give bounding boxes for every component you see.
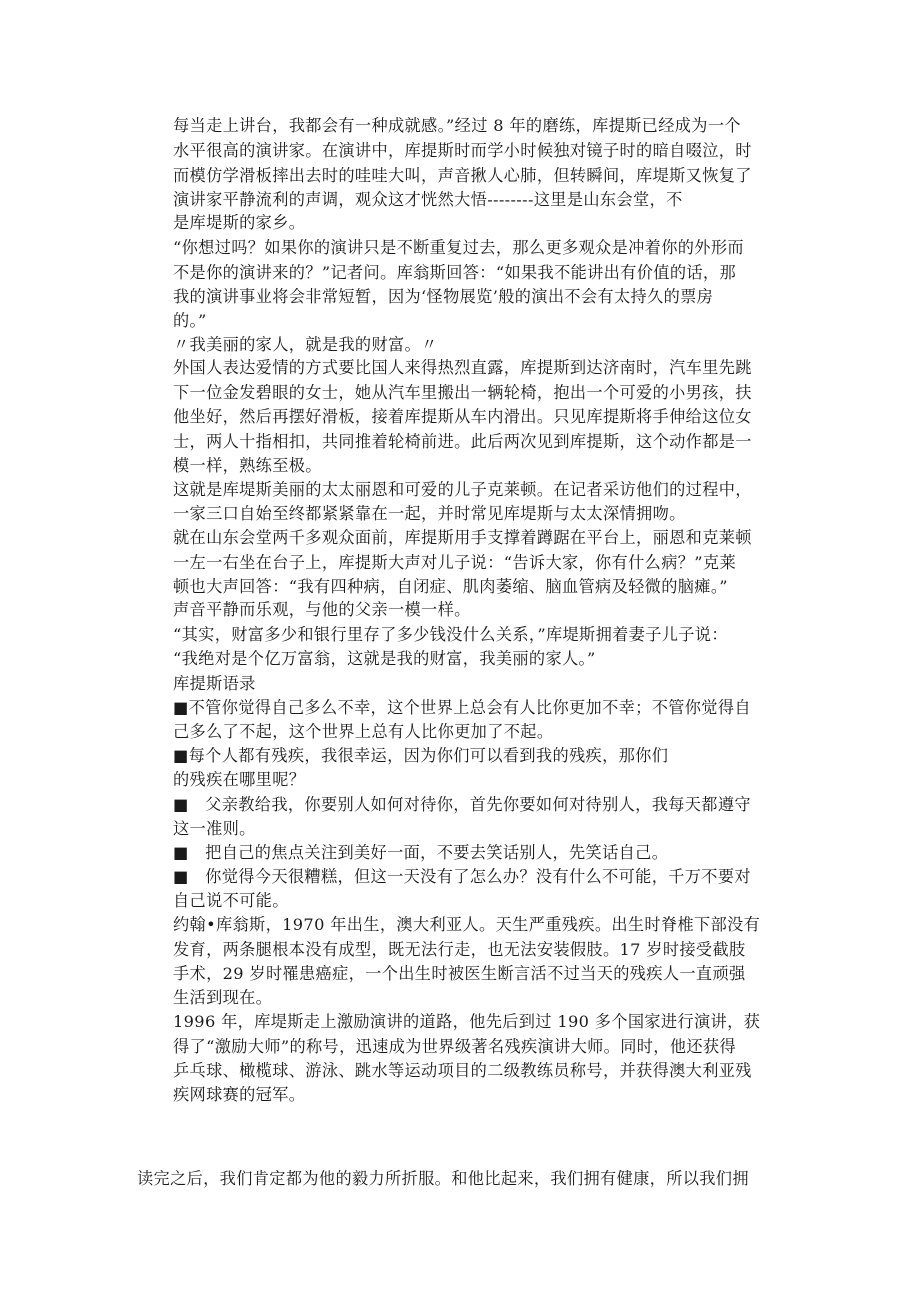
text-line: 〃我美丽的家人，就是我的财富。〃 <box>173 335 438 354</box>
text-line: 生活到现在。 <box>173 988 273 1007</box>
text-line: 约翰•库翁斯，1970 年出生，澳大利亚人。天生严重残疾。出生时脊椎下部没有 <box>173 915 761 934</box>
section-heading: 库提斯语录 <box>173 674 256 693</box>
text-line: 他坐好，然后再摆好滑板，接着库提斯从车内滑出。只见库提斯将手伸给这位女 <box>173 407 752 426</box>
text-line: 外国人表达爱情的方式要比国人来得热烈直露，库提斯到达济南时，汽车里先跳 <box>173 358 752 377</box>
text-line: 就在山东会堂两千多观众面前，库提斯用手支撑着蹲踞在平台上，丽恩和克莱顿 <box>173 528 752 547</box>
text-line: 是库堤斯的家乡。 <box>173 213 306 232</box>
text-line: 士，两人十指相扣，共同推着轮椅前进。此后两次见到库提斯，这个动作都是一 <box>173 432 752 451</box>
text-line: 每当走上讲台，我都会有一种成就感。”经过 8 年的磨练，库提斯已经成为一个 <box>173 116 741 135</box>
quote-item: ■ 把自己的焦点关注到美好一面，不要去笑话别人，先笑话自己。 <box>173 843 669 862</box>
text-line: 1996 年，库堤斯走上激励演讲的道路，他先后到过 190 多个国家进行演讲，获 <box>173 1012 761 1031</box>
text-line: 自己说不可能。 <box>173 891 289 910</box>
text-line: 水平很高的演讲家。在演讲中，库提斯时而学小时候独对镜子时的暗自啜泣，时 <box>173 141 752 160</box>
text-line: 顿也大声回答：“我有四种病，自闭症、肌肉萎缩、脑血管病及轻微的脑瘫。” <box>173 577 728 596</box>
text-line: 演讲家平静流利的声调，观众这才恍然大悟--------这里是山东会堂，不 <box>173 190 683 209</box>
text-line: 得了“激励大师”的称号，迅速成为世界级著名残疾演讲大师。同时，他还获得 <box>173 1037 736 1056</box>
text-line: 而模仿学滑板摔出去时的哇哇大叫，声音揪人心肺，但转瞬间，库堤斯又恢复了 <box>173 166 752 185</box>
text-line: 发育，两条腿根本没有成型，既无法行走，也无法安装假肢。17 岁时接受截肢 <box>173 940 746 959</box>
closing-text-line: 读完之后，我们肯定都为他的毅力所折服。和他比起来，我们拥有健康，所以我们拥 <box>137 1169 749 1188</box>
quote-item: ■ 父亲教给我，你要别人如何对待你，首先你要如何对待别人，我每天都遵守 <box>173 795 751 814</box>
text-line: “你想过吗？如果你的演讲只是不断重复过去，那么更多观众是冲着你的外形而 <box>173 238 744 257</box>
quote-item: ■ 你觉得今天很糟糕，但这一天没有了怎么办？没有什么不可能，千万不要对 <box>173 867 751 886</box>
text-line: 声音平静而乐观，与他的父亲一模一样。 <box>173 600 471 619</box>
text-line: 一左一右坐在台子上，库提斯大声对儿子说：“告诉大家，你有什么病？”克莱 <box>173 553 736 572</box>
text-line: 的。” <box>173 311 207 330</box>
text-line: 乒乓球、橄榄球、游泳、跳水等运动项目的二级教练员称号，并获得澳大利亚残 <box>173 1061 752 1080</box>
text-line: 疾网球赛的冠军。 <box>173 1085 306 1104</box>
text-line: “其实，财富多少和银行里存了多少钱没什么关系，”库堤斯拥着妻子儿子说： <box>173 625 728 644</box>
text-line: 模一样，熟练至极。 <box>173 456 322 475</box>
text-line: 己多么了不起，这个世界上总有人比你更加了不起。 <box>173 722 554 741</box>
text-line: 手术，29 岁时罹患癌症，一个出生时被医生断言活不过当天的残疾人一直顽强 <box>173 964 746 983</box>
quote-item: ■不管你觉得自己多么不幸，这个世界上总会有人比你更加不幸；不管你觉得自 <box>173 698 751 717</box>
text-line: 不是你的演讲来的？”记者问。库翁斯回答：“如果我不能讲出有价值的话，那 <box>173 263 736 282</box>
text-line: 这就是库堤斯美丽的太太丽恩和可爱的儿子克莱顿。在记者采访他们的过程中， <box>173 480 752 499</box>
text-line: 下一位金发碧眼的女士，她从汽车里搬出一辆轮椅，抱出一个可爱的小男孩，扶 <box>173 383 752 402</box>
text-line: 我的演讲事业将会非常短暂，因为‘怪物展览’般的演出不会有太持久的票房 <box>173 287 714 306</box>
text-line: 一家三口自始至终都紧紧靠在一起，并时常见库堤斯与太太深情拥吻。 <box>173 504 686 523</box>
text-line: 这一准则。 <box>173 819 256 838</box>
quote-item: ■每个人都有残疾，我很幸运，因为你们可以看到我的残疾，那你们 <box>173 746 669 765</box>
text-line: 的残疾在哪里呢？ <box>173 770 306 789</box>
text-line: “我绝对是个亿万富翁，这就是我的财富，我美丽的家人。” <box>173 649 596 668</box>
